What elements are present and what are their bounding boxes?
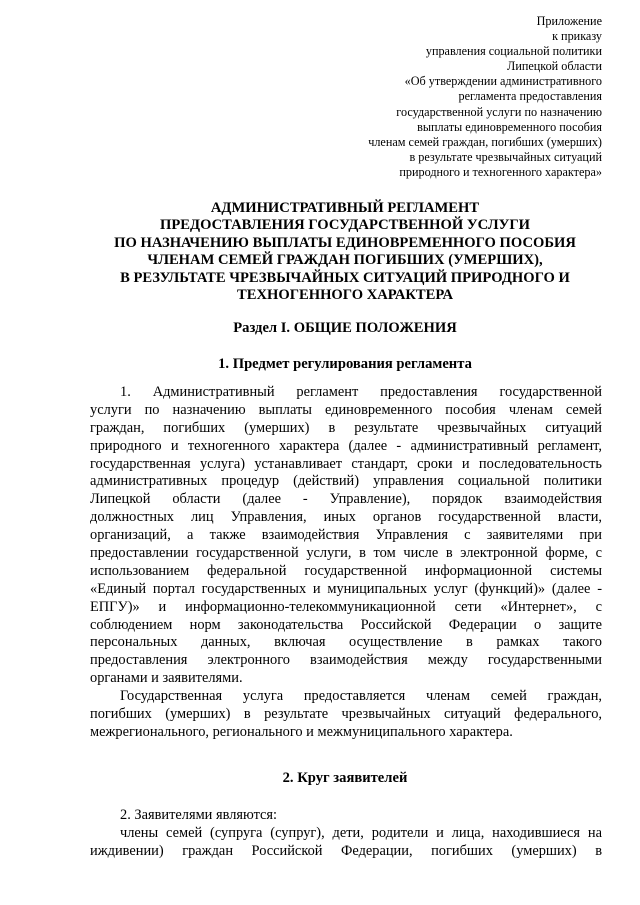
paragraph-line: организаций, а также взаимодействия Управления с заявителями при bbox=[90, 527, 602, 544]
title-line: В РЕЗУЛЬТАТЕ ЧРЕЗВЫЧАЙНЫХ СИТУАЦИЙ ПРИРОДНОГО И bbox=[120, 269, 570, 286]
paragraph-2 bbox=[90, 807, 602, 861]
appendix-block bbox=[302, 14, 602, 180]
paragraph-line: Государственная услуга предоставляется членам семей граждан, bbox=[120, 688, 602, 705]
title-line: ПО НАЗНАЧЕНИЮ ВЫПЛАТЫ ЕДИНОВРЕМЕННОГО ПОСОБИЯ bbox=[114, 234, 576, 251]
title-line: ПРЕДОСТАВЛЕНИЯ ГОСУДАРСТВЕННОЙ УСЛУГИ bbox=[160, 217, 530, 234]
paragraph-line: государственная услуга) устанавливает стандарт, сроки и последовательность bbox=[90, 455, 602, 472]
appendix-line: выплаты единовременного пособия bbox=[417, 119, 602, 134]
title-line: АДМИНИСТРАТИВНЫЙ РЕГЛАМЕНТ bbox=[210, 200, 480, 216]
paragraph-line: соблюдением норм законодательства Российской Федерации о защите bbox=[90, 616, 602, 633]
paragraph-line: Липецкой области (далее - Управление), порядок взаимодействия bbox=[90, 491, 602, 508]
paragraph-line: 1. Административный регламент предоставления государственной bbox=[120, 384, 602, 400]
appendix-line: Приложение bbox=[536, 14, 602, 28]
paragraph-line: органами и заявителями. bbox=[90, 670, 243, 687]
paragraph-line: «Единый портал государственных и муниципальных услуг (функций)» (далее - bbox=[90, 580, 602, 597]
appendix-line: Липецкой области bbox=[507, 59, 602, 74]
title-line: ТЕХНОГЕННОГО ХАРАКТЕРА bbox=[236, 287, 453, 304]
paragraph-line: ЕПГУ)» и информационно-телекоммуникационной сети «Интернет», с bbox=[90, 598, 602, 615]
document-title bbox=[60, 200, 630, 304]
paragraph-line: иждивении) граждан Российской Федерации, погибших (умерших) в bbox=[90, 842, 602, 859]
paragraph-line: погибших (умерших) в результате чрезвычайных ситуаций федерального, bbox=[90, 706, 602, 723]
paragraph-line: административных процедур (действий) управления социальной политики bbox=[90, 473, 602, 490]
paragraph-line: природного и техногенного характера (далее - административный регламент, bbox=[90, 437, 602, 454]
appendix-line: в результате чрезвычайных ситуаций bbox=[409, 149, 602, 164]
appendix-line: управления социальной политики bbox=[425, 44, 602, 59]
paragraph-line: персональных данных, включая осуществление в рамках такого bbox=[90, 634, 602, 651]
subsection-heading-1: 1. Предмет регулирования регламента bbox=[218, 356, 472, 372]
paragraph-line: 2. Заявителями являются: bbox=[120, 807, 278, 823]
appendix-line: государственной услуги по назначению bbox=[396, 104, 602, 119]
paragraph-line: межрегионального, регионального и межмуниципального характера. bbox=[90, 723, 513, 740]
title-line: ЧЛЕНАМ СЕМЕЙ ГРАЖДАН ПОГИБШИХ (УМЕРШИХ), bbox=[147, 252, 543, 269]
paragraph-1 bbox=[90, 384, 602, 742]
paragraph-line: должностных лиц Управления, иных органов государственной власти, bbox=[90, 509, 602, 526]
paragraph-line: граждан, погибших (умерших) в результате чрезвычайных ситуаций bbox=[90, 419, 602, 436]
paragraph-line: предоставлении государственной услуги, в том числе в электронной форме, с bbox=[90, 545, 602, 562]
paragraph-line: предоставления электронного взаимодействия между государственными bbox=[90, 652, 602, 669]
appendix-line: регламента предоставления bbox=[458, 89, 602, 104]
section-heading: Раздел I. ОБЩИЕ ПОЛОЖЕНИЯ bbox=[233, 320, 457, 336]
appendix-line: членам семей граждан, погибших (умерших) bbox=[368, 134, 602, 149]
appendix-line: «Об утверждении административного bbox=[404, 74, 602, 89]
appendix-line: природного и техногенного характера» bbox=[399, 164, 602, 179]
paragraph-line: члены семей (супруга (супруг), дети, родители и лица, находившиеся на bbox=[120, 824, 602, 841]
subsection-heading-2: 2. Круг заявителей bbox=[282, 770, 408, 786]
appendix-line: к приказу bbox=[552, 29, 602, 44]
paragraph-line: использованием федеральной государственной информационной системы bbox=[90, 562, 602, 579]
paragraph-line: услуги по назначению выплаты единовременного пособия членам семей bbox=[90, 401, 602, 418]
